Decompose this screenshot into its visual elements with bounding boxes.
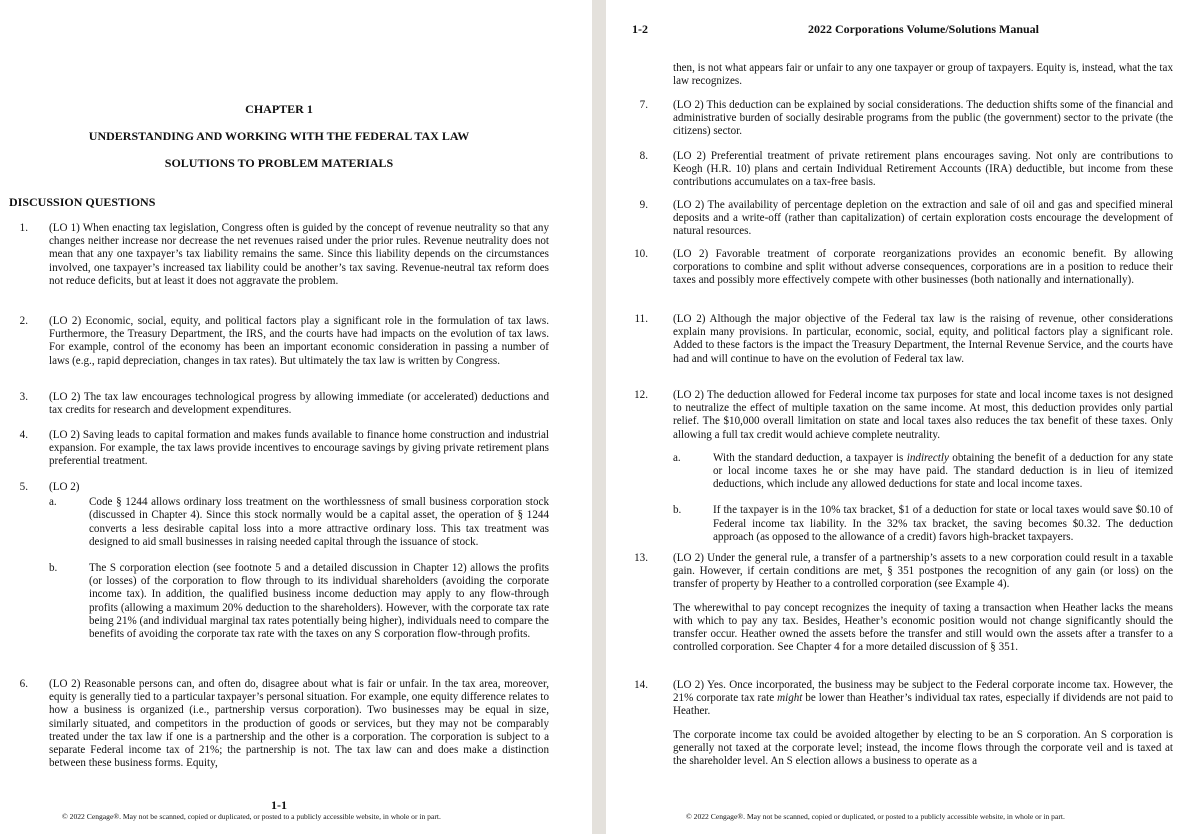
question-3 bbox=[0, 391, 549, 417]
subitem-text: If the taxpayer is in the 10% tax bracket, $1 of a deduction for state or local taxes would save $0.10 of Federal income tax liability. In the 32% tax bracket, the saving becomes $0.32. The deduction approach (as opposed to the allowance of a credit) favors high-bracket taxpayers. bbox=[713, 504, 1173, 543]
question-text: (LO 2) Reasonable persons can, and often do, disagree about what is fair or unfair. In the tax area, moreover, equity is generally tied to a particular taxpayer’s personal situation. For example, one equity difference relates to how a business is organized (i.e., partnership versus corporation). Two businesses may be equal in size, similarly situated, and competitors in the production of goods or services, but they may not be comparably treated under the tax law if one is a partnership and the other is a corporation. The corporation is subject to a separate Federal income tax of 21%; the partnership is not. The tax law can and does make a distinction between these business forms. Equity, bbox=[49, 678, 549, 770]
question-text: (LO 2) The tax law encourages technological progress by allowing immediate (or accelerated) deductions and tax credits for research and development expenditures. bbox=[49, 391, 549, 417]
chapter-subtitle: SOLUTIONS TO PROBLEM MATERIALS bbox=[164, 156, 394, 170]
subitem-label: b. bbox=[49, 562, 58, 575]
subitem-text: Code § 1244 allows ordinary loss treatment on the worthlessness of small business corporation stock (discussed in Chapter 4). Since this stock normally would be a capital asset, the operation of § 1244 converts a less desirable capital loss into a more attractive ordinary loss. This tax treatment was designed to aid small businesses in raising needed capital through the issuance of stock. bbox=[89, 496, 549, 548]
question-1 bbox=[0, 222, 549, 288]
question-text-continued: The corporate income tax could be avoided altogether by electing to be an S corporation. An S corporation is generally not taxed at the corporate level; instead, the income flows through the corporate veil and is taxed at the shareholder level. An S election allows a business to operate as a bbox=[673, 728, 1173, 768]
question-12 bbox=[606, 389, 1173, 544]
question-text-continued: The wherewithal to pay concept recognizes the inequity of taxing a transaction when Heather lacks the means with which to pay any tax. Besides, Heather’s economic position would not change significantly should the transfer occur. Heather owned the assets before the transfer and still would own the assets after a transfer to a controlled corporation. See Chapter 4 for a more detailed discussion of § 351. bbox=[673, 601, 1173, 654]
question-13 bbox=[606, 552, 1173, 654]
question-number: 10. bbox=[634, 248, 648, 260]
copyright-notice: © 2022 Cengage®. May not be scanned, copied or duplicated, or posted to a publicly accessible website, in whole or in part. bbox=[686, 812, 1065, 821]
question-number: 8. bbox=[639, 150, 648, 162]
question-text: (LO 2) The deduction allowed for Federal income tax purposes for state and local income taxes is not designed to neutralize the effect of multiple taxation on the same income. At most, this deduction provides only partial relief. The $10,000 overall limitation on state and local taxes also reduces the tax benefit of these taxes. Only allowing a full tax credit would achieve complete neutrality. bbox=[673, 389, 1173, 441]
question-text: (LO 2) Saving leads to capital formation and makes funds available to finance home construction and industrial expansion. For example, the tax laws provide incentives to encourage savings by giving private retirement plans preferential treatment. bbox=[49, 429, 549, 468]
chapter-heading: CHAPTER 1 bbox=[245, 102, 313, 116]
question-number: 12. bbox=[634, 389, 648, 401]
question-7 bbox=[606, 99, 1173, 139]
header-title: 2022 Corporations Volume/Solutions Manual bbox=[807, 22, 1040, 36]
subitem-b bbox=[673, 504, 1173, 544]
subitem-a bbox=[673, 452, 1173, 492]
page-number: 1-1 bbox=[271, 798, 287, 812]
question-text: (LO 2) Yes. Once incorporated, the business may be subject to the Federal corporate income tax. However, the 21% corporate tax rate might be lower than Heather’s individual tax rates, especially if dividends are not paid to Heather. bbox=[673, 679, 1173, 718]
question-text: (LO 2) Economic, social, equity, and political factors play a significant role in the formulation of tax laws. Furthermore, the Treasury Department, the IRS, and the courts have had impacts on the evolution of tax laws. For example, control of the economy has been an important economic consideration in passing a number of laws (e.g., rapid depreciation, changes in tax rates). But ultimately the tax law is written by Congress. bbox=[49, 315, 549, 367]
question-text: (LO 2) Under the general rule, a transfer of a partnership’s assets to a new corporation could result in a taxable gain. However, if certain conditions are met, § 351 postpones the recognition of any gain (or loss) on the transfer of property by Heather to a controlled corporation (see Example 4). bbox=[673, 552, 1173, 591]
question-text: (LO 2) This deduction can be explained by social considerations. The deduction shifts some of the financial and administrative burden of socially desirable programs from the public (the government) sector to the private (the citizens) sector. bbox=[673, 99, 1173, 138]
question-2 bbox=[0, 315, 549, 368]
question-number: 7. bbox=[639, 99, 648, 111]
question-number: 11. bbox=[634, 313, 648, 325]
copyright-notice: © 2022 Cengage®. May not be scanned, copied or duplicated, or posted to a publicly accessible website, in whole or in part. bbox=[62, 812, 441, 821]
question-text: (LO 2) Favorable treatment of corporate reorganizations provides an economic benefit. By allowing corporations to combine and split without adverse consequences, corporations are in a position to reduce their taxes and possibly more effectively compete with other businesses (both nationally and internationally). bbox=[673, 248, 1173, 287]
question-number: 14. bbox=[634, 679, 648, 691]
question-number: 4. bbox=[19, 429, 28, 441]
question-4 bbox=[0, 429, 549, 469]
subitem-a bbox=[49, 496, 549, 549]
question-10 bbox=[606, 248, 1173, 288]
subitem-label: a. bbox=[673, 451, 681, 464]
continued-text: then, is not what appears fair or unfair to any one taxpayer or group of taxpayers. Equity is, instead, what the tax law recognizes. bbox=[673, 62, 1173, 88]
subitem-label: a. bbox=[49, 496, 57, 509]
question-11 bbox=[606, 313, 1173, 366]
subitem-label: b. bbox=[673, 504, 682, 517]
subitem-text: The S corporation election (see footnote 5 and a detailed discussion in Chapter 12) allows the profits (or losses) of the corporation to flow through to its individual shareholders (avoiding the corporate income tax). In addition, the qualified business income deduction may apply to any flow-through profits (allowing a maximum 20% deduction to the shareholders). However, with the corporate tax rate being 21% (and individual marginal tax rates potentially being higher), individuals need to compare the benefits of avoiding the corporate tax rate with the taxes on any S corporation flow-through profits. bbox=[89, 562, 549, 641]
question-text: (LO 2) bbox=[49, 481, 80, 493]
question-6 bbox=[0, 678, 549, 770]
question-14 bbox=[606, 679, 1173, 768]
chapter-title: UNDERSTANDING AND WORKING WITH THE FEDERAL TAX LAW bbox=[88, 129, 470, 143]
subitem-text: With the standard deduction, a taxpayer is indirectly obtaining the benefit of a deduction for any state or local income taxes he or she may have paid. The standard deduction is in lieu of itemized deductions, which include any allowed deductions for state and local income taxes. bbox=[713, 451, 1173, 491]
subitem-b bbox=[49, 562, 549, 641]
left-page bbox=[0, 0, 592, 834]
question-number: 1. bbox=[19, 222, 28, 234]
section-heading: DISCUSSION QUESTIONS bbox=[9, 195, 156, 209]
right-page bbox=[606, 0, 1196, 834]
question-number: 13. bbox=[634, 552, 648, 564]
question-text: (LO 2) Although the major objective of the Federal tax law is the raising of revenue, other considerations explain many provisions. In particular, economic, social, equity, and political factors play a significant role. Added to these factors is the impact the Treasury Department, the Internal Revenue Service, and the courts have had and will continue to have on the evolution of Federal tax law. bbox=[673, 313, 1173, 365]
question-text: (LO 2) Preferential treatment of private retirement plans encourages saving. Not only are contributions to Keogh (H.R. 10) plans and certain Individual Retirement Accounts (IRA) deductible, but income from these contributions accumulates on a tax-free basis. bbox=[673, 150, 1173, 189]
question-number: 5. bbox=[19, 481, 28, 493]
question-9 bbox=[606, 199, 1173, 239]
question-5 bbox=[0, 481, 549, 641]
question-number: 2. bbox=[19, 315, 28, 327]
page-gutter bbox=[592, 0, 606, 834]
question-number: 3. bbox=[19, 391, 28, 403]
question-8 bbox=[606, 150, 1173, 190]
question-text: (LO 1) When enacting tax legislation, Congress often is guided by the concept of revenue neutrality so that any changes neither increase nor decrease the net revenues raised under the prior rules. Revenue neutrality does not mean that any one taxpayer’s tax liability remains the same. Since this liability depends on the circumstances involved, one taxpayer’s increased tax liability could be another’s tax saving. Revenue-neutral tax reform does not reduce deficits, but at least it does not aggravate the problem. bbox=[49, 222, 549, 287]
question-number: 9. bbox=[639, 199, 648, 211]
question-text: (LO 2) The availability of percentage depletion on the extraction and sale of oil and gas and specified mineral deposits and a write-off (rather than capitalization) of certain exploration costs encourage the development of natural resources. bbox=[673, 199, 1173, 238]
question-number: 6. bbox=[19, 678, 28, 690]
header-page-number: 1-2 bbox=[632, 22, 648, 36]
